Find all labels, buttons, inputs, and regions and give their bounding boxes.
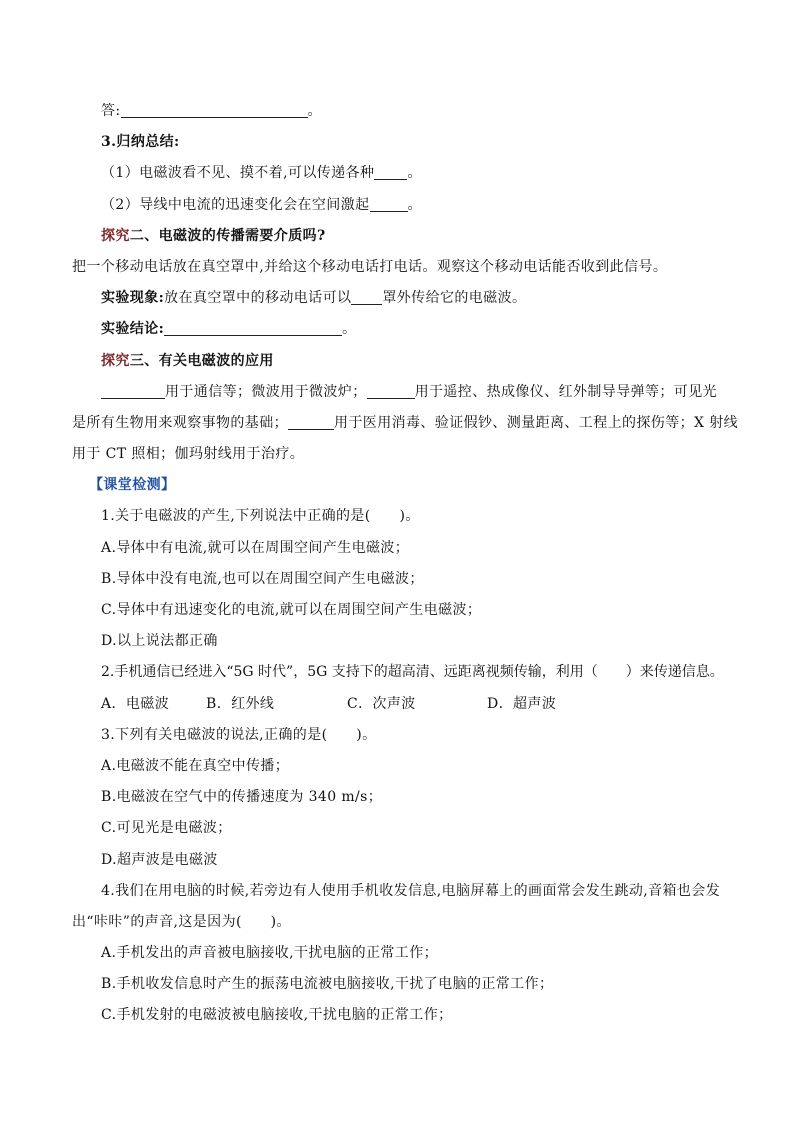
question-4-option-b: B.手机收发信息时产生的振荡电流被电脑接收,干扰了电脑的正常工作； bbox=[101, 976, 554, 993]
explore3-blank-1 bbox=[101, 385, 165, 399]
phenomenon-before: 放在真空罩中的移动电话可以 bbox=[164, 290, 352, 307]
question-1-option-c: C.导体中有迅速变化的电流,就可以在周围空间产生电磁波； bbox=[101, 602, 482, 618]
question-2-option-c: C．次声波 bbox=[347, 695, 416, 712]
explore3-blank-3 bbox=[288, 416, 334, 430]
summary-item-2 bbox=[72, 190, 794, 221]
question-2-option-b: B．红外线 bbox=[206, 695, 275, 712]
question-3-stem: 3.下列有关电磁波的说法,正确的是( )。 bbox=[101, 726, 377, 743]
explore2-title: 二、电磁波的传播需要介质吗? bbox=[129, 227, 326, 244]
conclusion-end: 。 bbox=[342, 321, 357, 338]
answer-end: 。 bbox=[307, 103, 322, 119]
summary-item-1 bbox=[72, 158, 794, 189]
explore2-heading bbox=[72, 221, 794, 252]
explore2-phenomenon bbox=[72, 283, 794, 314]
summary-item-2-blank bbox=[370, 198, 408, 212]
explore3-line-3: 用于 CT 照相；伽玛射线用于治疗。 bbox=[72, 446, 305, 463]
question-4-stem-line-1: 4.我们在用电脑的时候,若旁边有人使用手机收发信息,电脑屏幕上的画面常会发生跳动,音箱也会发 bbox=[101, 882, 721, 899]
explore2-conclusion bbox=[72, 314, 794, 345]
quiz-heading: 【课堂检测】 bbox=[89, 477, 176, 494]
answer-line bbox=[72, 96, 794, 127]
explore3-line-1-a: 用于通信等；微波用于微波炉； bbox=[165, 383, 367, 400]
summary-item-1-end: 。 bbox=[407, 165, 422, 182]
summary-heading: 3.归纳总结: bbox=[101, 134, 180, 151]
explore3-tag: 探究 bbox=[101, 352, 130, 369]
explore3-title: 三、有关电磁波的应用 bbox=[129, 352, 274, 369]
explore3-line-2-a: 是所有生物用来观察事物的基础； bbox=[72, 414, 288, 431]
explore3-blank-2 bbox=[367, 385, 415, 399]
phenomenon-after: 罩外传给它的电磁波。 bbox=[382, 290, 527, 307]
question-3-option-d: D.超声波是电磁波 bbox=[101, 851, 218, 868]
question-4-option-a: A.手机发出的声音被电脑接收,干扰电脑的正常工作； bbox=[101, 945, 439, 962]
explore3-line-1 bbox=[72, 377, 794, 408]
explore3-line-1-b: 用于遥控、热成像仪、红外制导导弹等；可见光 bbox=[414, 383, 718, 400]
question-1-option-b: B.导体中没有电流,也可以在周围空间产生电磁波； bbox=[101, 570, 424, 587]
question-4-option-c: C.手机发射的电磁波被电脑接收,干扰电脑的正常工作； bbox=[101, 1007, 453, 1024]
summary-item-2-end: 。 bbox=[407, 196, 422, 213]
question-2-option-a: A．电磁波 bbox=[101, 695, 170, 712]
phenomenon-label: 实验现象: bbox=[101, 290, 165, 307]
explore3-line-2-b: 用于医用消毒、验证假钞、测量距离、工程上的探伤等；X 射线 bbox=[334, 414, 739, 431]
phenomenon-blank bbox=[351, 291, 382, 305]
question-1-option-d: D.以上说法都正确 bbox=[101, 633, 218, 650]
explore2-tag: 探究 bbox=[101, 227, 130, 244]
question-2-options bbox=[72, 689, 794, 720]
question-1-option-a: A.导体中有电流,就可以在周围空间产生电磁波； bbox=[101, 539, 410, 556]
question-4-stem-line-2: 出“咔咔”的声音,这是因为( )。 bbox=[72, 913, 291, 930]
summary-item-2-text: （2）导线中电流的迅速变化会在空间激起 bbox=[101, 196, 370, 213]
question-3-option-a: A.电磁波不能在真空中传播； bbox=[101, 757, 290, 774]
question-3-option-b: B.电磁波在空气中的传播速度为 340 m/s； bbox=[101, 789, 383, 806]
summary-item-1-text: （1）电磁波看不见、摸不着,可以传递各种 bbox=[101, 165, 375, 182]
explore2-instruction: 把一个移动电话放在真空罩中,并给这个移动电话打电话。观察这个移动电话能否收到此信号。 bbox=[72, 258, 668, 275]
question-1-stem: 1.关于电磁波的产生,下列说法中正确的是( )。 bbox=[101, 508, 420, 525]
answer-label: 答: bbox=[101, 103, 121, 119]
question-2-stem: 2.手机通信已经进入“5G 时代”，5G 支持下的超高清、远距离视频传输，利用（ ）来传递信息。 bbox=[101, 664, 724, 681]
summary-item-1-blank bbox=[374, 166, 407, 180]
question-2-option-d: D．超声波 bbox=[487, 695, 557, 712]
explore3-line-2 bbox=[72, 408, 772, 439]
conclusion-blank bbox=[164, 322, 342, 336]
explore3-heading bbox=[72, 346, 794, 377]
conclusion-label: 实验结论: bbox=[101, 321, 165, 338]
question-3-option-c: C.可见光是电磁波； bbox=[101, 820, 232, 837]
answer-blank bbox=[121, 104, 308, 118]
